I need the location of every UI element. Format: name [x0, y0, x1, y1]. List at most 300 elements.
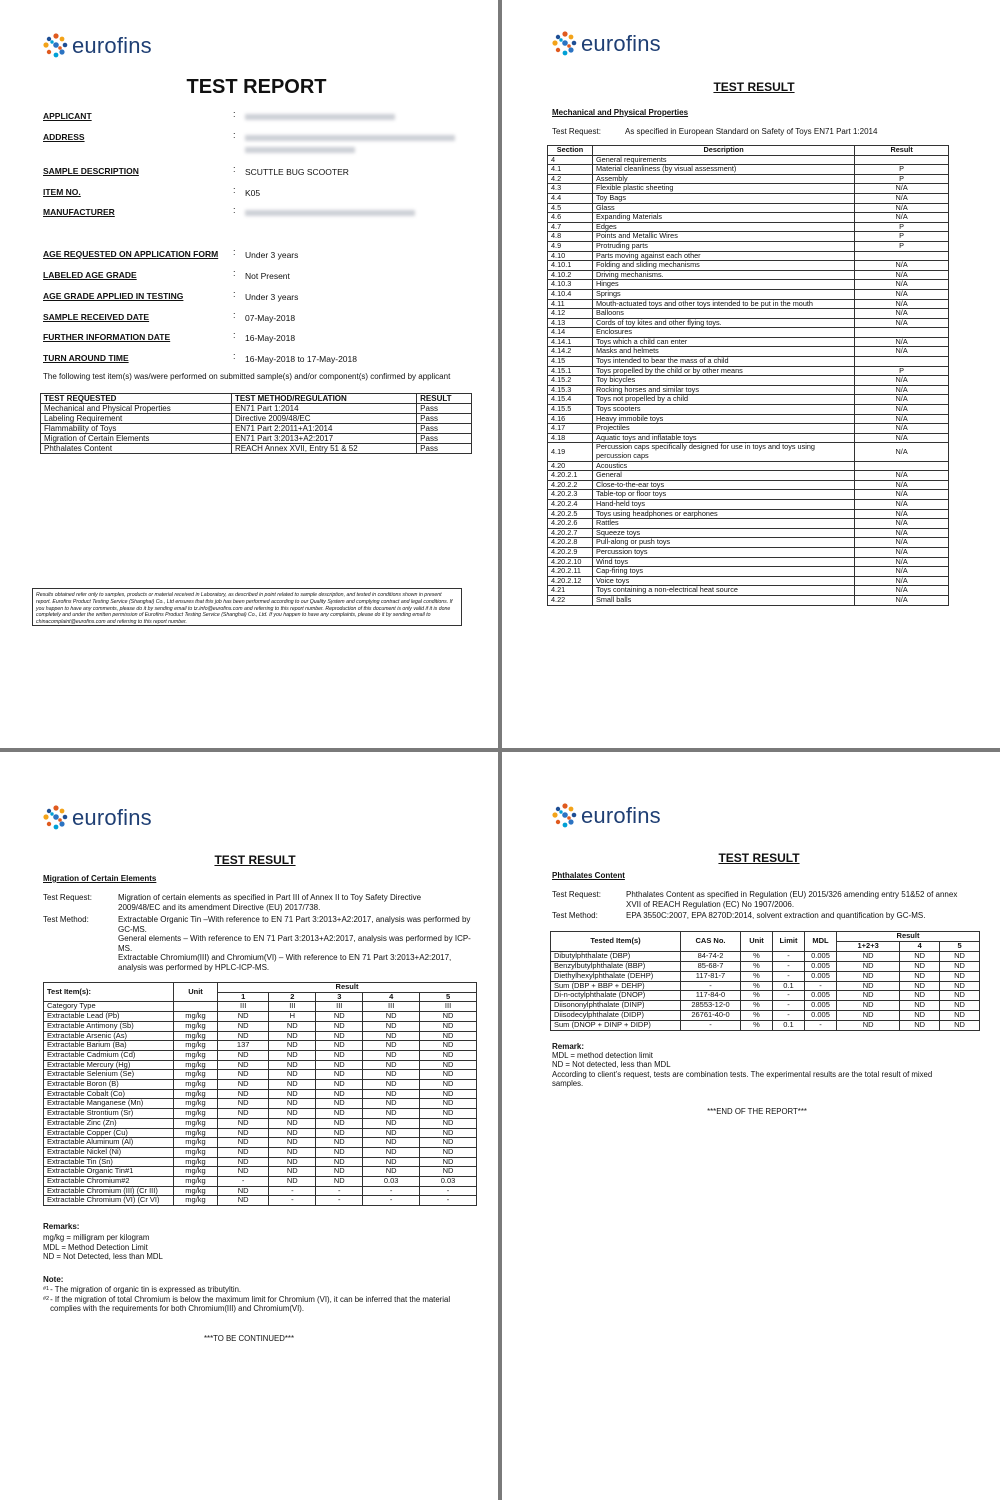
unit-cell: mg/kg — [174, 1177, 218, 1187]
head-unit: Unit — [174, 983, 218, 1002]
result-cell: ND — [316, 1021, 363, 1031]
test-item: Extractable Barium (Ba) — [44, 1041, 174, 1051]
remark-line: MDL = Method Detection Limit — [43, 1242, 148, 1252]
section-number: 4.10.4 — [548, 289, 593, 299]
head-limit: Limit — [773, 932, 805, 952]
result-cell: ND — [420, 1031, 477, 1041]
redacted-value — [245, 147, 355, 153]
section-number: 4.10.1 — [548, 261, 593, 271]
section-number: 4.20.2.9 — [548, 547, 593, 557]
table-row — [551, 951, 980, 961]
summary-cell: Phthalates Content — [41, 444, 232, 454]
section-description: Toys containing a non-electrical heat source — [592, 586, 854, 596]
method-value: EPA 3550C:2007, EPA 8270D:2014, solvent extraction and quantification by GC-MS. — [626, 911, 926, 920]
section-number: 4.15.2 — [548, 376, 593, 386]
result-cell: ND — [316, 1099, 363, 1109]
report-page-1 — [0, 0, 498, 748]
test-item: Extractable Aluminum (Al) — [44, 1138, 174, 1148]
result-cell: ND — [363, 1138, 420, 1148]
report-page-2 — [502, 0, 1000, 748]
table-row — [548, 538, 949, 548]
remark-line: ND = Not Detected, less than MDL — [43, 1252, 163, 1261]
summary-cell: Flammability of Toys — [41, 424, 232, 434]
section-description: Flexible plastic sheeting — [592, 184, 854, 194]
field-colon: : — [233, 268, 236, 278]
summary-cell: Directive 2009/48/EC — [231, 414, 416, 424]
table-row — [548, 357, 949, 367]
section-result: P — [855, 165, 949, 175]
section-description: Expanding Materials — [592, 213, 854, 223]
table-row — [44, 1080, 477, 1090]
sample-col: 5 — [420, 992, 477, 1002]
field-value: SCUTTLE BUG SCOOTER — [245, 167, 349, 177]
result-cell: - — [773, 991, 805, 1001]
result-cell: - — [316, 1196, 363, 1206]
result-cell: - — [773, 1011, 805, 1021]
unit-cell: mg/kg — [174, 1031, 218, 1041]
tested-item: Diisodecylphthalate (DIDP) — [551, 1011, 681, 1021]
test-item: Category Type — [44, 1002, 174, 1012]
section-description: Table-top or floor toys — [592, 490, 854, 500]
method-lines — [118, 915, 473, 972]
eurofins-logo — [43, 805, 152, 831]
table-row — [44, 1147, 477, 1157]
result-cell: ND — [316, 1147, 363, 1157]
test-item: Extractable Cadmium (Cd) — [44, 1050, 174, 1060]
section-description: Points and Metallic Wires — [592, 232, 854, 242]
request-label: Test Request: — [43, 893, 92, 902]
request-label: Test Request: — [552, 890, 601, 899]
section-description: Projectiles — [592, 424, 854, 434]
method-label: Test Method: — [552, 911, 598, 920]
section-number: 4.6 — [548, 213, 593, 223]
result-cell: ND — [940, 951, 980, 961]
result-cell: ND — [900, 951, 940, 961]
result-cell: ND — [269, 1167, 316, 1177]
result-cell: % — [741, 1001, 773, 1011]
result-cell: ND — [420, 1118, 477, 1128]
result-cell: 137 — [218, 1041, 269, 1051]
section-description: Enclosures — [592, 328, 854, 338]
cas-number: 117-81-7 — [681, 971, 741, 981]
unit-cell: mg/kg — [174, 1070, 218, 1080]
section-description: Small balls — [592, 595, 854, 605]
end-of-report: ***END OF THE REPORT*** — [707, 1107, 807, 1116]
result-cell: ND — [363, 1060, 420, 1070]
section-description: Toys intended to bear the mass of a child — [592, 357, 854, 367]
result-cell: ND — [900, 961, 940, 971]
section-result: N/A — [855, 528, 949, 538]
result-cell: ND — [218, 1031, 269, 1041]
head-mdl: MDL — [805, 932, 837, 952]
table-row — [44, 1012, 477, 1022]
unit-cell: mg/kg — [174, 1167, 218, 1177]
table-row — [548, 405, 949, 415]
result-cell: ND — [837, 1021, 900, 1031]
test-item: Extractable Cobalt (Co) — [44, 1089, 174, 1099]
section-result: N/A — [855, 385, 949, 395]
test-item: Extractable Nickel (Ni) — [44, 1147, 174, 1157]
result-cell: H — [269, 1012, 316, 1022]
section-number: 4.2 — [548, 174, 593, 184]
result-cell: ND — [363, 1041, 420, 1051]
summary-row — [41, 424, 472, 434]
head-unit: Unit — [741, 932, 773, 952]
report-page-3 — [0, 752, 498, 1500]
unit-cell: mg/kg — [174, 1196, 218, 1206]
test-item: Extractable Manganese (Mn) — [44, 1099, 174, 1109]
unit-cell: mg/kg — [174, 1109, 218, 1119]
summary-cell: Migration of Certain Elements — [41, 434, 232, 444]
sample-col: 2 — [269, 992, 316, 1002]
section-result: N/A — [855, 519, 949, 529]
section-description: Toy Bags — [592, 193, 854, 203]
section-description: General requirements — [592, 155, 854, 165]
section-result: P — [855, 366, 949, 376]
result-cell: ND — [269, 1118, 316, 1128]
table-row — [44, 1109, 477, 1119]
section-number: 4.5 — [548, 203, 593, 213]
note-mark: #1 — [43, 1286, 50, 1292]
section-number: 4.15.1 — [548, 366, 593, 376]
result-cell: - — [805, 981, 837, 991]
result-cell: ND — [269, 1099, 316, 1109]
summary-row — [41, 404, 472, 414]
result-cell: ND — [218, 1099, 269, 1109]
result-cell: ND — [420, 1089, 477, 1099]
section-number: 4.10.2 — [548, 270, 593, 280]
summary-cell: Pass — [417, 424, 472, 434]
table-row — [551, 971, 980, 981]
result-cell: ND — [316, 1080, 363, 1090]
test-item: Extractable Selenium (Se) — [44, 1070, 174, 1080]
summary-header: RESULT — [417, 394, 472, 404]
table-row — [44, 1196, 477, 1206]
summary-header: TEST REQUESTED — [41, 394, 232, 404]
section-number: 4.15.3 — [548, 385, 593, 395]
section-number: 4.22 — [548, 595, 593, 605]
table-row — [44, 1041, 477, 1051]
table-row — [548, 586, 949, 596]
table-row — [548, 519, 949, 529]
field-label: FURTHER INFORMATION DATE — [43, 332, 171, 342]
tested-item: Diethylhexylphthalate (DEHP) — [551, 971, 681, 981]
result-cell: ND — [316, 1041, 363, 1051]
section-number: 4.11 — [548, 299, 593, 309]
field-colon: : — [233, 310, 236, 320]
result-cell: ND — [940, 1021, 980, 1031]
result-cell: ND — [218, 1050, 269, 1060]
result-cell: ND — [218, 1157, 269, 1167]
result-cell: ND — [363, 1109, 420, 1119]
result-cell: ND — [218, 1089, 269, 1099]
summary-cell: Pass — [417, 414, 472, 424]
field-label: APPLICANT — [43, 111, 92, 121]
note-text: - The migration of organic tin is expressed as tributyltin. — [50, 1285, 242, 1294]
result-cell: ND — [420, 1109, 477, 1119]
summary-cell: Pass — [417, 444, 472, 454]
result-cell: 0.005 — [805, 991, 837, 1001]
result-cell: ND — [420, 1060, 477, 1070]
eurofins-logo-mark — [552, 31, 578, 57]
result-cell: - — [773, 951, 805, 961]
unit-cell: mg/kg — [174, 1080, 218, 1090]
unit-cell: mg/kg — [174, 1128, 218, 1138]
note-item — [43, 1295, 453, 1314]
section-result: N/A — [855, 586, 949, 596]
section-description: Folding and sliding mechanisms — [592, 261, 854, 271]
request-label: Test Request: — [552, 127, 601, 136]
redacted-value — [245, 114, 395, 120]
field-colon: : — [233, 330, 236, 340]
result-cell: 0.03 — [363, 1177, 420, 1187]
section-result: N/A — [855, 280, 949, 290]
section-number: 4.14.2 — [548, 347, 593, 357]
section-result: N/A — [855, 557, 949, 567]
remark-line: According to client’s request, tests are combination tests. The experimental results are the total result of mixed samples. — [552, 1069, 933, 1088]
section-number: 4.10.3 — [548, 280, 593, 290]
result-cell: 0.1 — [773, 981, 805, 991]
field-label: AGE GRADE APPLIED IN TESTING — [43, 291, 184, 301]
table-row — [548, 289, 949, 299]
field-label: SAMPLE RECEIVED DATE — [43, 312, 150, 322]
result-cell: ND — [837, 1001, 900, 1011]
field-colon: : — [233, 185, 236, 195]
result-cell: ND — [420, 1157, 477, 1167]
result-cell: ND — [837, 951, 900, 961]
section-result: N/A — [855, 576, 949, 586]
section-number: 4.12 — [548, 309, 593, 319]
request-value: Migration of certain elements as specified in Part III of Annex II to Toy Safety Directive 2009/48/EC and its amendment Directive (EU) 2017/738. — [118, 893, 422, 912]
result-cell: ND — [420, 1012, 477, 1022]
section-description: Mouth-actuated toys and other toys intended to be put in the mouth — [592, 299, 854, 309]
unit-cell: mg/kg — [174, 1089, 218, 1099]
result-cell: 0.005 — [805, 961, 837, 971]
section-result: P — [855, 222, 949, 232]
result-cell: ND — [900, 981, 940, 991]
section-description: Springs — [592, 289, 854, 299]
section-result: N/A — [855, 270, 949, 280]
tested-item: Benzylbutylphthalate (BBP) — [551, 961, 681, 971]
section-description: Parts moving against each other — [592, 251, 854, 261]
eurofins-logo — [552, 803, 661, 829]
section-result: P — [855, 174, 949, 184]
section-number: 4.15.4 — [548, 395, 593, 405]
result-cell: - — [316, 1186, 363, 1196]
result-cell: % — [741, 981, 773, 991]
field-label: SAMPLE DESCRIPTION — [43, 166, 139, 176]
section-description: Aquatic toys and inflatable toys — [592, 433, 854, 443]
result-cell: ND — [837, 991, 900, 1001]
method-label: Test Method: — [43, 915, 89, 924]
test-item: Extractable Boron (B) — [44, 1080, 174, 1090]
section-number: 4.20 — [548, 461, 593, 471]
section-result: N/A — [855, 184, 949, 194]
section-number: 4.20.2.3 — [548, 490, 593, 500]
remark-line: mg/kg = milligram per kilogram — [43, 1233, 150, 1242]
result-cell: ND — [363, 1157, 420, 1167]
section-description: Cords of toy kites and other flying toys. — [592, 318, 854, 328]
result-cell: - — [420, 1196, 477, 1206]
result-cell: ND — [420, 1050, 477, 1060]
brand-name: eurofins — [581, 31, 661, 56]
result-cell: ND — [316, 1070, 363, 1080]
summary-cell: EN71 Part 3:2013+A2:2017 — [231, 434, 416, 444]
section-number: 4.20.2.10 — [548, 557, 593, 567]
sample-col: 4 — [363, 992, 420, 1002]
cas-number: 117-84-0 — [681, 991, 741, 1001]
unit-cell: mg/kg — [174, 1099, 218, 1109]
result-cell: % — [741, 961, 773, 971]
section-number: 4.20.2.11 — [548, 567, 593, 577]
field-value: Under 3 years — [245, 250, 299, 260]
head-tested-items: Tested Item(s) — [551, 932, 681, 952]
result-cell: ND — [940, 991, 980, 1001]
result-cell: ND — [316, 1012, 363, 1022]
result-cell: ND — [218, 1060, 269, 1070]
section-result: N/A — [855, 318, 949, 328]
table-row — [548, 376, 949, 386]
head-test-item: Test Item(s): — [44, 983, 174, 1002]
request-value: As specified in European Standard on Safety of Toys EN71 Part 1:2014 — [625, 127, 878, 136]
unit-cell: mg/kg — [174, 1012, 218, 1022]
result-cell: ND — [837, 971, 900, 981]
result-cell: - — [773, 961, 805, 971]
tested-item: Di-n-octylphthalate (DNOP) — [551, 991, 681, 1001]
result-cell: III — [218, 1002, 269, 1012]
table-row — [551, 1011, 980, 1021]
table-row — [44, 1050, 477, 1060]
eurofins-logo-mark — [43, 805, 69, 831]
page-title: TEST RESULT — [214, 853, 296, 867]
page-title: TEST RESULT — [713, 80, 795, 94]
summary-row — [41, 444, 472, 454]
field-colon: : — [233, 289, 236, 299]
eurofins-logo-mark — [552, 803, 578, 829]
table-row — [548, 547, 949, 557]
result-cell: ND — [218, 1118, 269, 1128]
section-result: N/A — [855, 193, 949, 203]
table-row — [548, 232, 949, 242]
eurofins-logo — [43, 33, 152, 59]
section-description: Toys scooters — [592, 405, 854, 415]
field-colon: : — [233, 164, 236, 174]
section-number: 4.20.2.8 — [548, 538, 593, 548]
table-row — [548, 280, 949, 290]
field-value: Under 3 years — [245, 292, 299, 302]
note-title: Note: — [43, 1275, 64, 1284]
result-cell: ND — [316, 1031, 363, 1041]
section-description: Toys which a child can enter — [592, 337, 854, 347]
summary-cell: Mechanical and Physical Properties — [41, 404, 232, 414]
result-cell: % — [741, 1011, 773, 1021]
result-cell: ND — [900, 1001, 940, 1011]
result-cell: - — [420, 1186, 477, 1196]
section-description: Driving mechanisms. — [592, 270, 854, 280]
result-cell: - — [805, 1021, 837, 1031]
section-number: 4.21 — [548, 586, 593, 596]
field-colon: : — [233, 205, 236, 215]
sample-col: 1 — [218, 992, 269, 1002]
section-description: Heavy immobile toys — [592, 414, 854, 424]
test-item: Extractable Mercury (Hg) — [44, 1060, 174, 1070]
result-cell: ND — [900, 1021, 940, 1031]
remarks-list — [552, 1051, 962, 1088]
section-result: N/A — [855, 509, 949, 519]
section-result: N/A — [855, 443, 949, 461]
remark-title: Remark: — [552, 1042, 585, 1051]
section-description: Assembly — [592, 174, 854, 184]
cas-number: - — [681, 1021, 741, 1031]
table-row — [551, 1001, 980, 1011]
field-label: MANUFACTURER — [43, 207, 115, 217]
result-cell: 0.005 — [805, 1001, 837, 1011]
redacted-value — [245, 210, 415, 216]
tested-item: Diisononylphthalate (DINP) — [551, 1001, 681, 1011]
notes-list — [43, 1285, 453, 1314]
result-cell: ND — [316, 1089, 363, 1099]
section-result: N/A — [855, 395, 949, 405]
table-row — [548, 595, 949, 605]
table-row — [44, 1138, 477, 1148]
cas-number: 26761-40-0 — [681, 1011, 741, 1021]
field-value: K05 — [245, 188, 261, 198]
method-line: General elements – With reference to EN 71 Part 3:2013+A2:2017, analysis was performed by ICP-MS. — [118, 934, 471, 953]
section-number: 4.14.1 — [548, 337, 593, 347]
result-cell: ND — [420, 1167, 477, 1177]
section-number: 4.20.2.4 — [548, 499, 593, 509]
section-number: 4.13 — [548, 318, 593, 328]
tested-item: Sum (DNOP + DINP + DIDP) — [551, 1021, 681, 1031]
test-item: Extractable Copper (Cu) — [44, 1128, 174, 1138]
table-row — [551, 961, 980, 971]
section-title: Mechanical and Physical Properties — [552, 108, 689, 117]
field-value: 16-May-2018 to 17-May-2018 — [245, 354, 357, 364]
section-description: Toys propelled by the child or by other means — [592, 366, 854, 376]
test-item: Extractable Chromium#2 — [44, 1177, 174, 1187]
section-number: 4.20.2.5 — [548, 509, 593, 519]
result-cell: - — [269, 1196, 316, 1206]
brand-name: eurofins — [581, 803, 661, 828]
result-cell: ND — [218, 1147, 269, 1157]
phthalates-results-table — [550, 931, 980, 1031]
section-description: Percussion toys — [592, 547, 854, 557]
section-description: Rattles — [592, 519, 854, 529]
tested-item: Dibutylphthalate (DBP) — [551, 951, 681, 961]
result-cell: ND — [363, 1167, 420, 1177]
section-description: Hinges — [592, 280, 854, 290]
section-description: Voice toys — [592, 576, 854, 586]
section-description: Balloons — [592, 309, 854, 319]
section-result: N/A — [855, 337, 949, 347]
section-result: N/A — [855, 309, 949, 319]
mechanical-results-table — [547, 145, 949, 606]
result-cell: ND — [940, 1001, 980, 1011]
table-row — [551, 981, 980, 991]
result-cell: ND — [218, 1109, 269, 1119]
test-item: Extractable Chromium (VI) (Cr VI) — [44, 1196, 174, 1206]
section-result — [855, 328, 949, 338]
section-number: 4.20.2.6 — [548, 519, 593, 529]
result-cell: % — [741, 951, 773, 961]
section-result: N/A — [855, 414, 949, 424]
cas-number: 84-74-2 — [681, 951, 741, 961]
result-cell: ND — [363, 1118, 420, 1128]
eurofins-logo-mark — [43, 33, 69, 59]
table-row — [551, 991, 980, 1001]
result-cell: ND — [218, 1138, 269, 1148]
table-row — [44, 1177, 477, 1187]
